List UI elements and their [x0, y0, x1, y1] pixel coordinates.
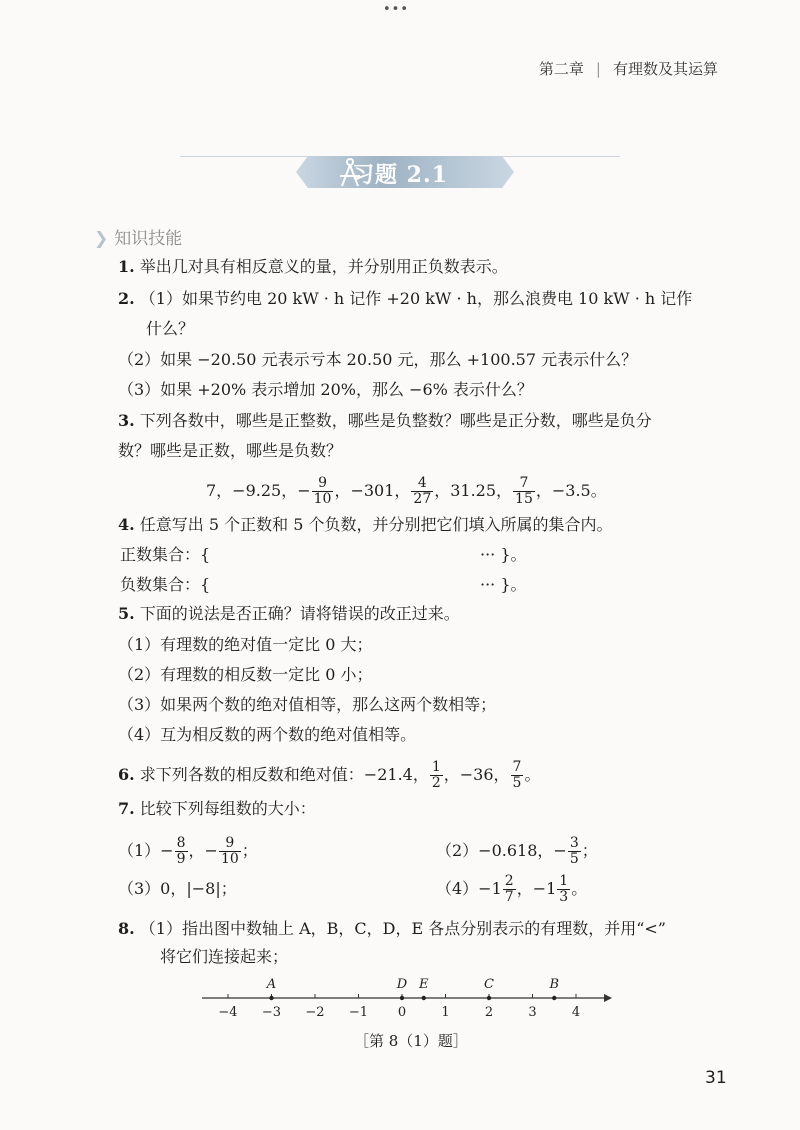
- question-number: 5.: [118, 604, 135, 623]
- fraction: $\frac{4}{27}$: [413, 475, 432, 507]
- tick-label: −1: [348, 1005, 369, 1020]
- question-5-item: （2）有理数的相反数一定比 0 小；: [118, 665, 373, 684]
- list-text: ，31.25，: [434, 481, 513, 500]
- question-1: [118, 256, 508, 278]
- tick-label: −2: [305, 1005, 325, 1020]
- list-text: ，−301，: [334, 481, 411, 500]
- negative-set-label: 负数集合：{: [120, 575, 211, 594]
- tick-label: 1: [441, 1005, 450, 1020]
- question-text: （1）如果节约电 20 kW · h 记作 +20 kW · h，那么浪费电 10 kW · h 记作: [139, 289, 693, 308]
- axis-arrow-icon: [604, 994, 612, 1002]
- section-label: 知识技能: [114, 229, 183, 249]
- question-text: 举出几对具有相反意义的量，并分别用正负数表示。: [139, 257, 508, 276]
- question-number: 4.: [118, 515, 135, 534]
- question-8-cont: 将它们连接起来；: [160, 947, 289, 966]
- point-b: [552, 996, 556, 1000]
- question-4: [118, 514, 613, 536]
- header-separator: |: [595, 60, 601, 78]
- tick-label: 2: [484, 1005, 494, 1020]
- chevron-right-icon: ❯: [94, 229, 109, 249]
- question-number: 6.: [118, 765, 135, 784]
- question-2-cont: 什么？: [146, 319, 195, 338]
- fraction: $\frac{7}{5}$: [512, 759, 522, 791]
- fraction: $\frac{9}{10}$: [220, 835, 239, 867]
- question-3: [118, 410, 652, 432]
- fraction: $\frac{1}{3}$: [559, 873, 569, 905]
- point-a: [269, 996, 273, 1000]
- question-number: 1.: [118, 257, 135, 276]
- fraction: $\frac{3}{5}$: [569, 835, 579, 867]
- question-7-part-1: （1）− $\frac{8}{9}$ ，− $\frac{9}{10}$ ；: [118, 835, 258, 867]
- question-2: [118, 288, 692, 310]
- question-text: 下面的说法是否正确？请将错误的改正过来。: [139, 604, 460, 623]
- question-text: 任意写出 5 个正数和 5 个负数，并分别把它们填入所属的集合内。: [139, 515, 613, 534]
- point-c: [487, 996, 491, 1000]
- tick-label: 4: [571, 1005, 581, 1020]
- page-number: 31: [705, 1068, 727, 1088]
- question-7-part-4: （4）−1 $\frac{2}{7}$ ，−1 $\frac{1}{3}$ 。: [436, 873, 588, 905]
- question-3-cont: 数？哪些是正数，哪些是负数？: [118, 441, 343, 460]
- point-label: C: [484, 977, 494, 992]
- fraction: $\frac{1}{2}$: [431, 759, 441, 791]
- number-line: [200, 970, 620, 1026]
- chapter-title: 有理数及其运算: [612, 60, 718, 78]
- question-5-item: （4）互为相反数的两个数的绝对值相等。: [118, 725, 417, 744]
- section-heading: [94, 224, 182, 249]
- question-number: 7.: [118, 799, 135, 818]
- question-text: ，−36，: [443, 765, 510, 784]
- running-header: [539, 58, 718, 79]
- question-5-item: （3）如果两个数的绝对值相等，那么这两个数相等；: [118, 695, 497, 714]
- tick-label: 3: [528, 1005, 537, 1020]
- positive-set-end: ··· }。: [480, 545, 527, 564]
- negative-set-end: ··· }。: [480, 575, 527, 594]
- point-e: [422, 996, 426, 1000]
- question-7-part-2: （2）−0.618，− $\frac{3}{5}$ ；: [436, 835, 598, 867]
- fraction: $\frac{8}{9}$: [176, 835, 186, 867]
- exercise-title: 习题 2.1: [352, 162, 448, 188]
- fraction: $\frac{7}{15}$: [515, 475, 533, 507]
- question-number: 2.: [118, 289, 135, 308]
- chapter-label: 第二章: [538, 60, 584, 78]
- question-text: 下列各数中，哪些是正整数，哪些是负整数？哪些是正分数，哪些是负分: [139, 411, 652, 430]
- question-2-part-3: （3）如果 +20% 表示增加 20%，那么 −6% 表示什么？: [118, 380, 533, 399]
- question-2-part-2: （2）如果 −20.50 元表示亏本 20.50 元，那么 +100.57 元表示什么？: [118, 350, 638, 369]
- number-list: [206, 476, 607, 507]
- question-7: [118, 798, 316, 820]
- question-text: 比较下列每组数的大小：: [139, 799, 316, 818]
- positive-set-label: 正数集合：{: [120, 545, 211, 564]
- tick-label: −3: [261, 1005, 282, 1020]
- list-text: ，−3.5。: [535, 481, 607, 500]
- point-d: [400, 996, 404, 1000]
- question-text: （1）指出图中数轴上 A，B，C，D，E 各点分别表示的有理数，并用“<”: [139, 919, 666, 938]
- question-text: 。: [524, 765, 541, 784]
- tick-label: 0: [397, 1005, 407, 1020]
- question-text: 求下列各数的相反数和绝对值：−21.4，: [139, 765, 429, 784]
- question-number: 3.: [118, 411, 135, 430]
- question-5-item: （1）有理数的绝对值一定比 0 大；: [118, 635, 373, 654]
- list-text: 7，−9.25，−: [206, 481, 311, 500]
- tick-label: −4: [218, 1005, 238, 1020]
- fraction: $\frac{9}{10}$: [313, 475, 332, 507]
- question-number: 8.: [118, 919, 135, 938]
- point-label: E: [419, 977, 429, 992]
- question-5: [118, 603, 460, 625]
- point-label: D: [396, 977, 408, 992]
- question-8: [118, 918, 666, 940]
- question-7-part-3: （3）0，|−8|；: [118, 879, 237, 898]
- figure-caption: ［第 8（1）题］: [354, 1032, 468, 1050]
- question-6: [118, 760, 540, 791]
- window-dots-icon: •••: [383, 2, 410, 17]
- fraction: $\frac{2}{7}$: [504, 873, 514, 905]
- point-label: A: [266, 977, 277, 992]
- point-label: B: [549, 977, 560, 992]
